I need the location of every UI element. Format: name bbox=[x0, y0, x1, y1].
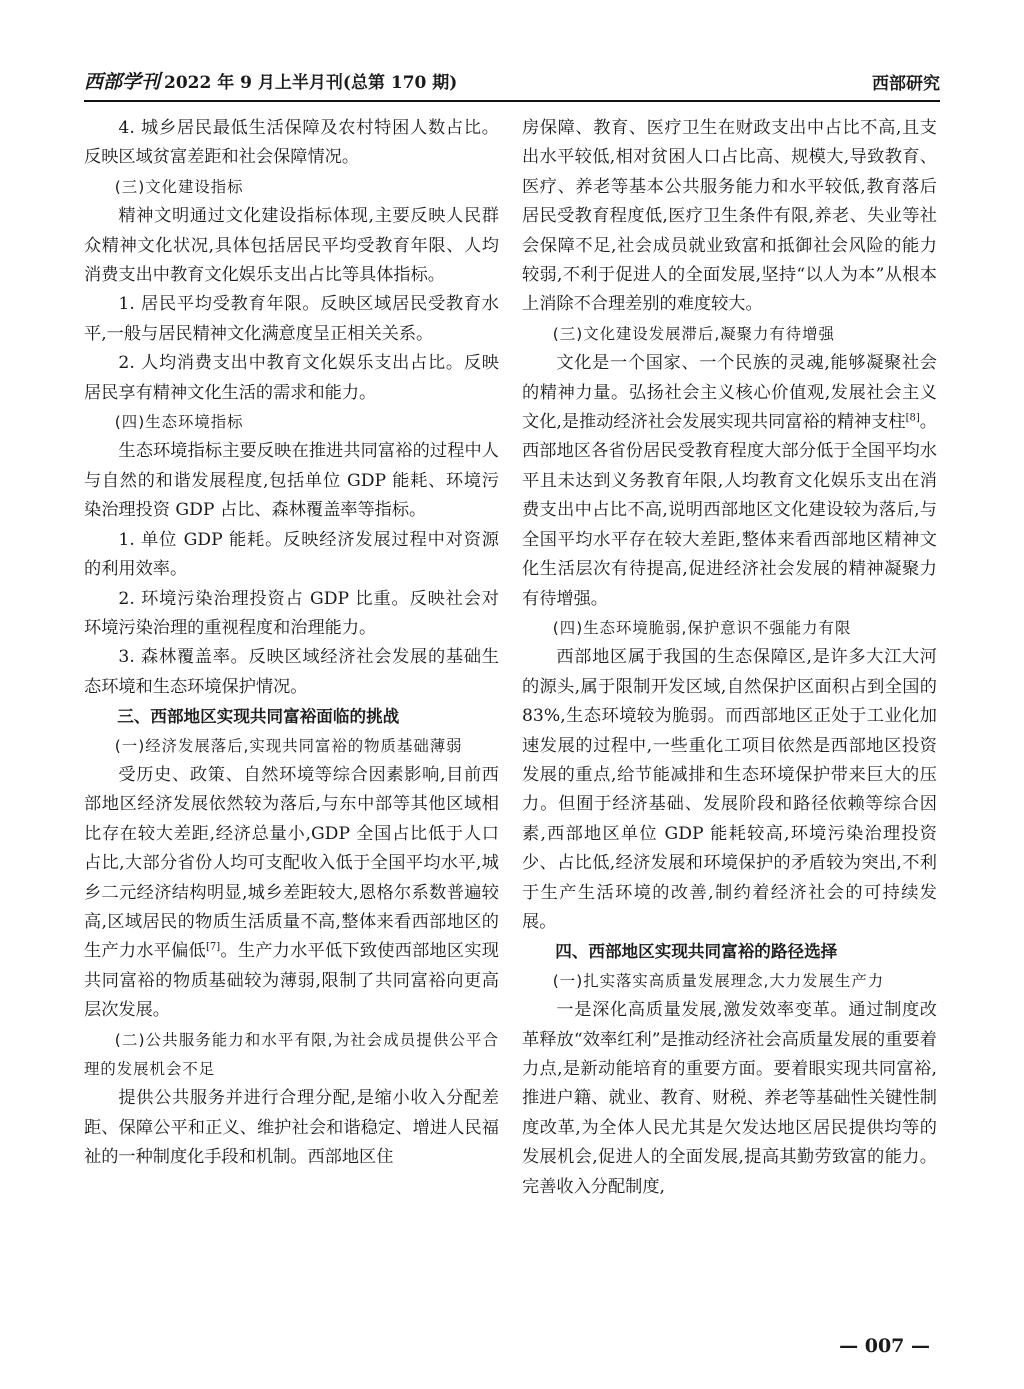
section-name: 西部研究 bbox=[872, 74, 940, 94]
paragraph: 2. 环境污染治理投资占 GDP 比重。反映社会对环境污染治理的重视程度和治理能力。 bbox=[84, 588, 499, 638]
subheading: (四)生态环境脆弱,保护意识不强能力有限 bbox=[552, 618, 852, 637]
subheading: (三)文化建设发展滞后,凝聚力有待增强 bbox=[552, 324, 835, 343]
paragraph-text: 。生产力水平低下致使西部地区实现共同富裕的物质基础较为薄弱,限制了共同富裕向更高层次发展。 bbox=[84, 941, 499, 1021]
paragraph: 提供公共服务并进行合理分配,是缩小收入分配差距、保障公平和正义、维护社会和谐稳定、增进人民福祉的一种制度化手段和机制。西部地区住 bbox=[84, 1088, 499, 1168]
paragraph: 一是深化高质量发展,激发效率变革。通过制度改革释放“效率红利”是推动经济社会高质量发展的重要着力点,是新动能培育的重要方面。要着眼实现共同富裕,推进户籍、就业、教育、财税、养老等基础性关键性制度改革,为全体人民尤其是欠发达地区居民提供均等的发展机会,促进人的全面发展,提高其勤劳致富的能力。完善收入分配制度, bbox=[522, 1000, 937, 1197]
citation-ref: [8] bbox=[905, 412, 920, 424]
paragraph: 1. 单位 GDP 能耗。反映经济发展过程中对资源的利用效率。 bbox=[84, 529, 499, 580]
citation-ref: [7] bbox=[205, 941, 221, 953]
subheading: (四)生态环境指标 bbox=[114, 413, 244, 432]
paragraph: 房保障、教育、医疗卫生在财政支出中占比不高,且支出水平较低,相对贫困人口占比高、规模大,导致教育、医疗、养老等基本公共服务能力和水平较低,教育落后居民受教育程度低,医疗卫生条件有限,养老、失业等社会保障不足,社会成员就业致富和抵御社会风险的能力较弱,不利于促进人的全面发展,坚持“以人为本”从根本上消除不合理差别的难度较大。 bbox=[522, 118, 937, 315]
right-column bbox=[522, 114, 937, 1202]
subheading: (一)经济发展落后,实现共同富裕的物质基础薄弱 bbox=[114, 736, 463, 755]
paragraph: 4. 城乡居民最低生活保障及农村特困人数占比。反映区域贫富差距和社会保障情况。 bbox=[84, 118, 499, 168]
issue-info: 2022 年 9 月上半月刊(总第 170 期) bbox=[164, 73, 458, 93]
paragraph: 西部地区属于我国的生态保障区,是许多大江大河的源头,属于限制开发区域,自然保护区面积占到全国的 83%,生态环境较为脆弱。而西部地区正处于工业化加速发展的过程中,一些重化工项目依然是西部地区投资发展的重点,给节能减排和生态环境保护带来巨大的压力。但囿于经济基础、发展阶段和路径依赖等综合因素,西部地区单位 GDP 能耗较高,环境污染治理投资少、占比低,经济发展和环境保护的矛盾较为突出,不利于生产生活环境的改善,制约着经济社会的可持续发展。 bbox=[522, 647, 937, 932]
section-heading: 三、西部地区实现共同富裕面临的挑战 bbox=[117, 707, 400, 727]
paragraph: 精神文明通过文化建设指标体现,主要反映人民群众精神文化状况,具体包括居民平均受教育年限、人均消费支出中教育文化娱乐支出占比等具体指标。 bbox=[84, 206, 499, 286]
paragraph-text: 受历史、政策、自然环境等综合因素影响,目前西部地区经济发展依然较为落后,与东中部等其他区域相比存在较大差距,经济总量小,GDP 全国占比低于人口占比,大部分省份人均可支配收入低于全国平均水平,城乡二元经济结构明显,城乡差距较大,恩格尔系数普遍较高,区域居民的物质生活质量不高,整体来看西部地区的生产力水平偏低 bbox=[84, 764, 499, 962]
subheading: (一)扎实落实高质量发展理念,大力发展生产力 bbox=[552, 971, 885, 990]
paragraph: 3. 森林覆盖率。反映区域经济社会发展的基础生态环境和生态环境保护情况。 bbox=[84, 647, 499, 697]
paragraph bbox=[522, 349, 937, 614]
journal-logo: 西部学刊 bbox=[84, 71, 161, 93]
header-journal-info bbox=[84, 67, 457, 94]
paragraph-text: 文化是一个国家、一个民族的灵魂,能够凝聚社会的精神力量。弘扬社会主义核心价值观,发展社会主义文化,是推动经济社会发展实现共同富裕的精神支柱 bbox=[522, 353, 937, 433]
section-heading: 四、西部地区实现共同富裕的路径选择 bbox=[555, 942, 838, 962]
running-header bbox=[84, 66, 940, 102]
paragraph: 生态环境指标主要反映在推进共同富裕的过程中人与自然的和谐发展程度,包括单位 GDP 能耗、环境污染治理投资 GDP 占比、森林覆盖率等指标。 bbox=[84, 441, 499, 521]
paragraph-text: 。西部地区各省份居民受教育程度大部分低于全国平均水平且未达到义务教育年限,人均教育文化娱乐支出在消费支出中占比不高,说明西部地区文化建设较为落后,与全国平均水平存在较大差距,整体来看西部地区精神文化生活层次有待提高,促进经济社会发展的精神凝聚力有待增强。 bbox=[522, 412, 937, 609]
subheading: (二)公共服务能力和水平有限,为社会成员提供公平合理的发展机会不足 bbox=[84, 1030, 499, 1078]
paragraph: 1. 居民平均受教育年限。反映区域居民受教育水平,一般与居民精神文化满意度呈正相关关系。 bbox=[84, 294, 499, 344]
subheading: (三)文化建设指标 bbox=[114, 177, 244, 196]
left-column bbox=[84, 114, 499, 1173]
paragraph bbox=[84, 761, 499, 1026]
paragraph: 2. 人均消费支出中教育文化娱乐支出占比。反映居民享有精神文化生活的需求和能力。 bbox=[84, 353, 499, 403]
page-number: — 007 — bbox=[839, 1335, 930, 1357]
